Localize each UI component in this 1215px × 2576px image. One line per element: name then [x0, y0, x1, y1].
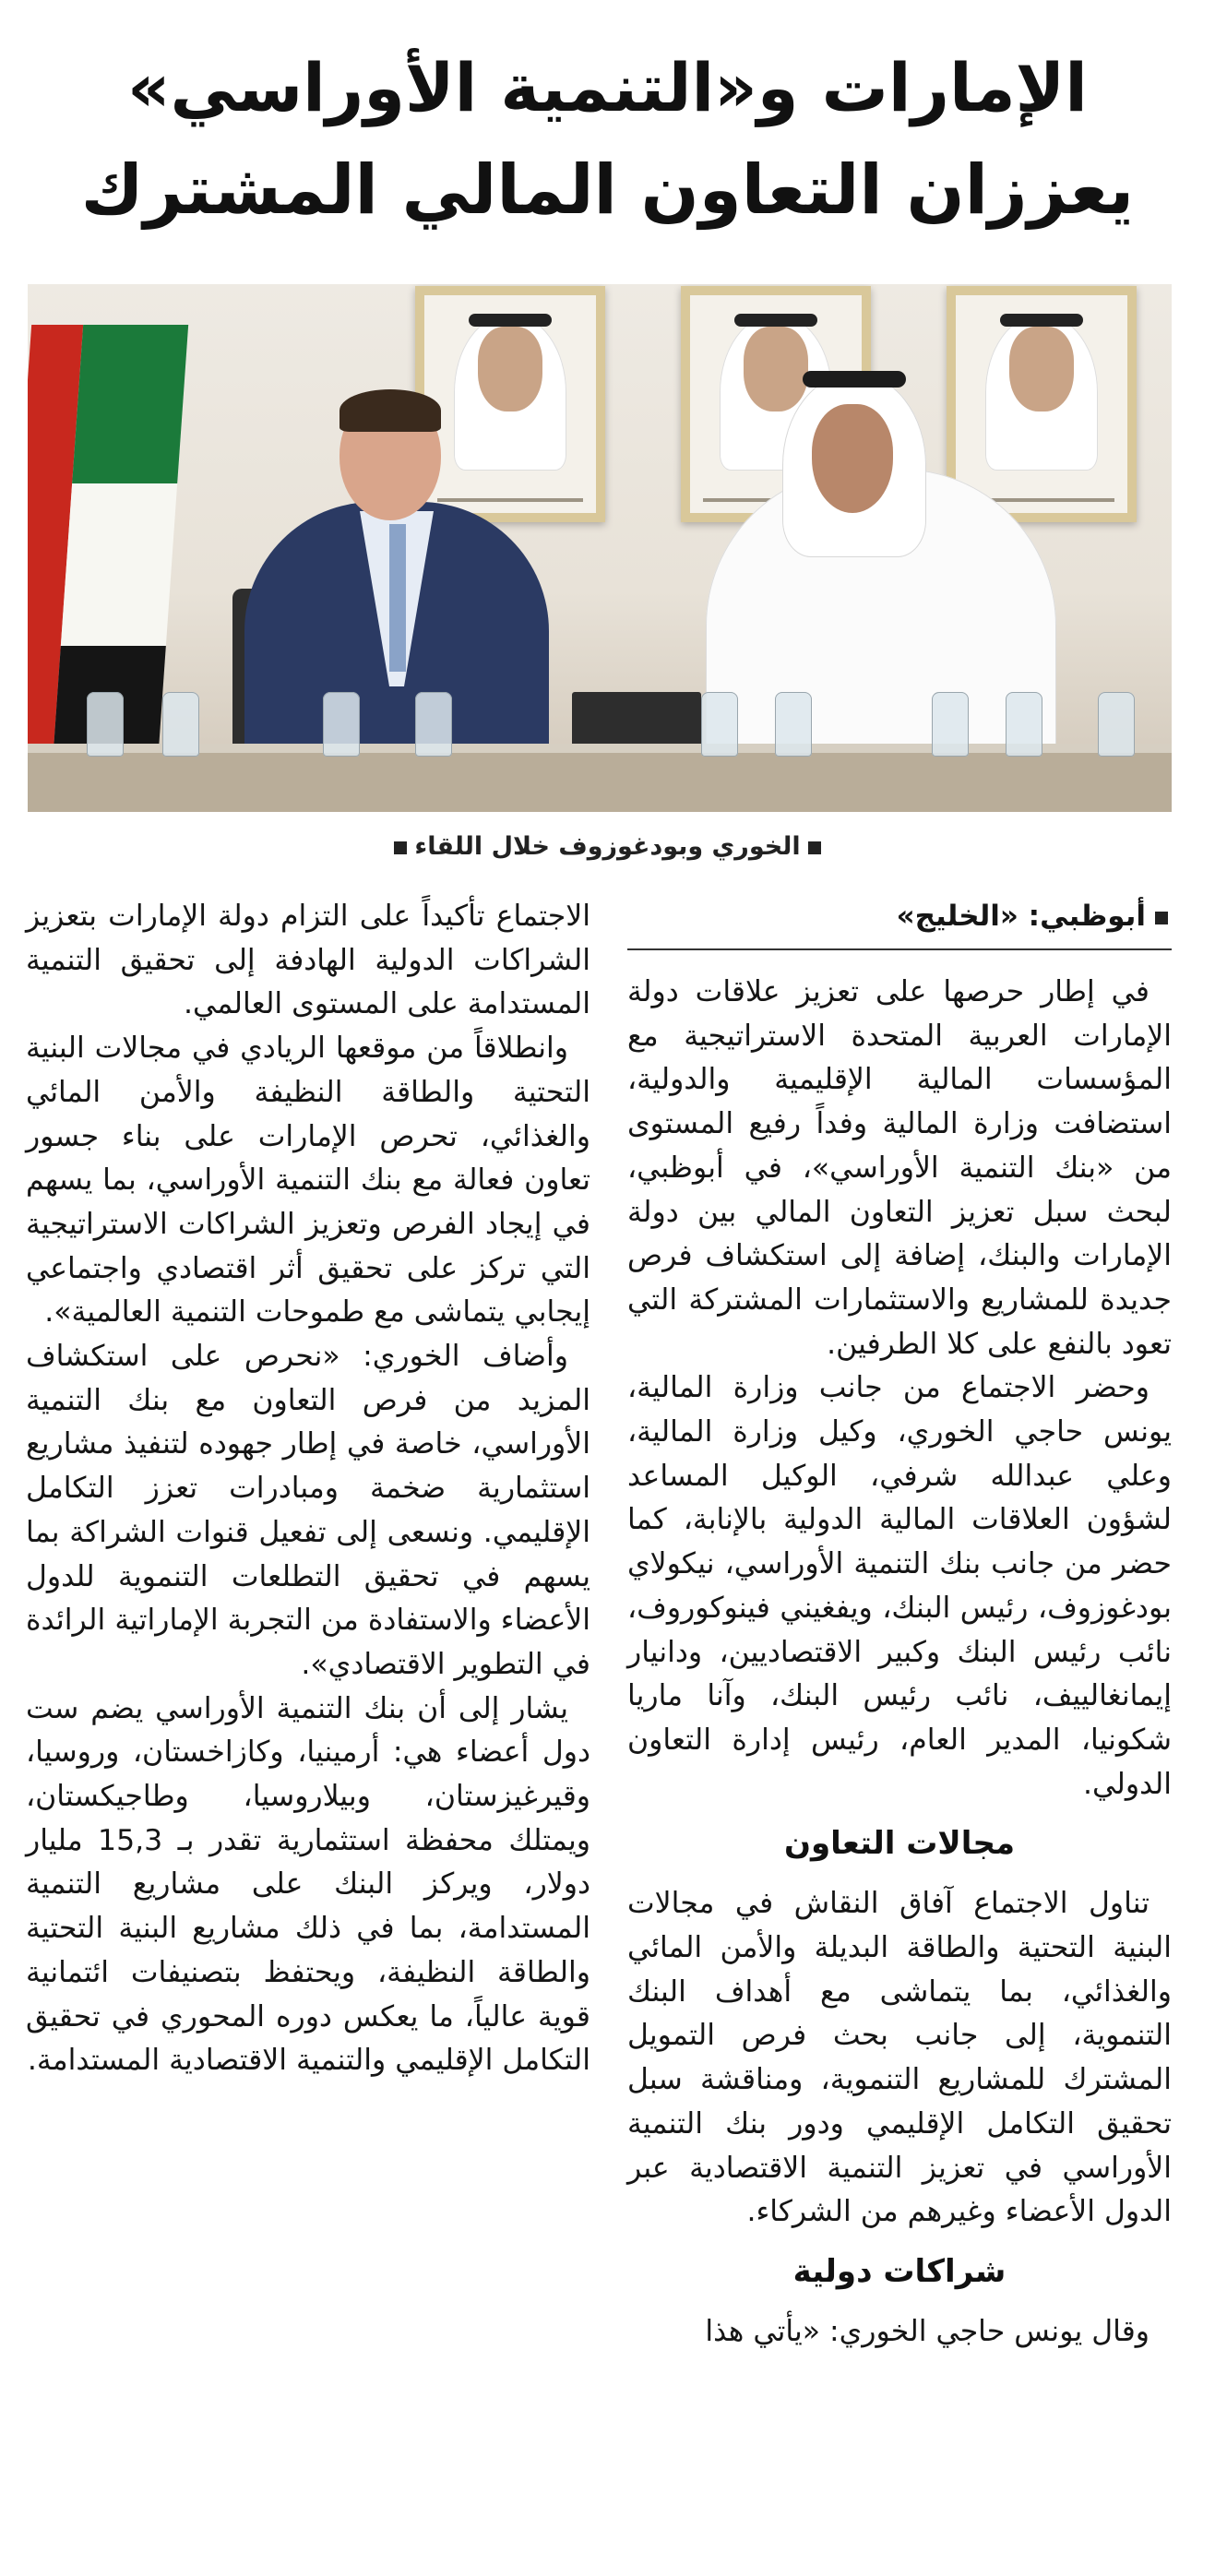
paragraph: وأضاف الخوري: «نحرص على استكشاف المزيد من فرص التعاون مع بنك التنمية الأوراسي، خاصة في إطار جهوده لتنفيذ مشاريع استثمارية ضخمة ومبادرات تعزز التكامل الإقليمي. ونسعى إلى تفعيل قنوات الشراكة بما يسهم في تحقيق التطلعات التنموية للدول الأعضاء والاستفادة من التجربة الإماراتية الرائدة في التطوير الاقتصادي». [26, 1340, 590, 1681]
bullet-square-icon [394, 841, 407, 854]
photo-caption [28, 827, 1187, 867]
headline-line-1: الإمارات و«التنمية الأوراسي» [127, 49, 1088, 126]
paragraph: في إطار حرصها على تعزيز علاقات دولة الإمارات العربية المتحدة الاستراتيجية مع المؤسسات المالية الإقليمية والدولية، استضافت وزارة المالية وفداً رفيع المستوى من «بنك التنمية الأوراسي»، في أبوظبي، لبحث سبل تعزيز التعاون المالي بين دولة الإمارات والبنك، إضافة إلى استكشاف فرص جديدة للمشاريع والاستثمارات المشتركة التي تعود بالنفع على كلا الطرفين. [627, 975, 1172, 1361]
water-bottle [1006, 692, 1042, 757]
paragraph: وحضر الاجتماع من جانب وزارة المالية، يونس حاجي الخوري، وكيل وزارة المالية، وعلي عبدالله شرفي، الوكيل المساعد لشؤون العلاقات المالية الدولية بالإنابة، كما حضر من جانب بنك التنمية الأوراسي، نيكولاي بودغوزوف، رئيس البنك، ويفغيني فينوكوروف، نائب رئيس البنك وكبير الاقتصاديين، ودانيار إيمانغالييف، نائب رئيس البنك، وآنا ماريا شكونيا، المدير العام، رئيس إدارة التعاون الدولي. [627, 1371, 1172, 1801]
byline [627, 895, 1172, 950]
meeting-photo [28, 284, 1172, 812]
subheading: شراكات دولية [792, 2252, 1007, 2290]
headline-line-2: يعززان التعاون المالي المشترك [80, 150, 1135, 230]
article-column-left [26, 895, 590, 2083]
water-bottle [162, 692, 199, 757]
bullet-square-icon [808, 841, 821, 854]
byline-text: أبوظبي: «الخليج» [896, 900, 1146, 933]
paragraph: الاجتماع تأكيداً على التزام دولة الإمارات بتعزيز الشراكات الدولية الهادفة إلى تحقيق التنمية المستدامة على المستوى العالمي. [26, 900, 590, 1021]
water-bottle [323, 692, 360, 757]
portrait-frame-left [415, 286, 605, 522]
paragraph: تناول الاجتماع آفاق النقاش في مجالات البنية التحتية والطاقة البديلة والأمن المائي والغذائي، بما يتماشى مع أهداف البنك التنموية، إلى جانب بحث فرص التمويل المشترك للمشاريع التنموية، ومناقشة سبل تحقيق التكامل الإقليمي ودور بنك التنمية الأوراسي في تعزيز التنمية الاقتصادية عبر الدول الأعضاء وغيرهم من الشركاء. [627, 1887, 1172, 2229]
paragraph: يشار إلى أن بنك التنمية الأوراسي يضم ست دول أعضاء هي: أرمينيا، وكازاخستان، وروسيا، وقيرغيزستان، وبيلاروسيا، وطاجيكستان، ويمتلك محفظة استثمارية تقدر بـ 15,3 مليار دولار، ويركز البنك على مشاريع التنمية المستدامة، بما في ذلك مشاريع البنية التحتية والطاقة النظيفة، ويحتفظ بتصنيفات ائتمانية قوية عالياً، ما يعكس دوره المحوري في تحقيق التكامل الإقليمي والتنمية الاقتصادية المستدامة. [26, 1691, 590, 2078]
water-bottle [932, 692, 969, 757]
portrait-frame-right [947, 286, 1137, 522]
water-bottle [775, 692, 812, 757]
bullet-square-icon [1155, 912, 1168, 924]
meeting-table [28, 753, 1172, 812]
subheading: مجالات التعاون [783, 1825, 1016, 1863]
paragraph: وقال يونس حاجي الخوري: «يأتي هذا [705, 2314, 1149, 2348]
water-bottle [701, 692, 738, 757]
water-bottle [415, 692, 452, 757]
desk-monitor [572, 692, 701, 747]
water-bottle [87, 692, 124, 757]
water-bottle [1098, 692, 1135, 757]
photo-caption-text: الخوري وبودغوزوف خلال اللقاء [414, 832, 801, 861]
paragraph: وانطلاقاً من موقعها الريادي في مجالات البنية التحتية والطاقة النظيفة والأمن المائي والغذائي، تحرص الإمارات على بناء جسور تعاون فعالة مع بنك التنمية الأوراسي، بما يسهم في إيجاد الفرص وتعزيز الشراكات الاستراتيجية التي تركز على تحقيق أثر اقتصادي واجتماعي إيجابي يتماشى مع طموحات التنمية العالمية». [26, 1032, 590, 1330]
article-column-right [627, 895, 1172, 2355]
